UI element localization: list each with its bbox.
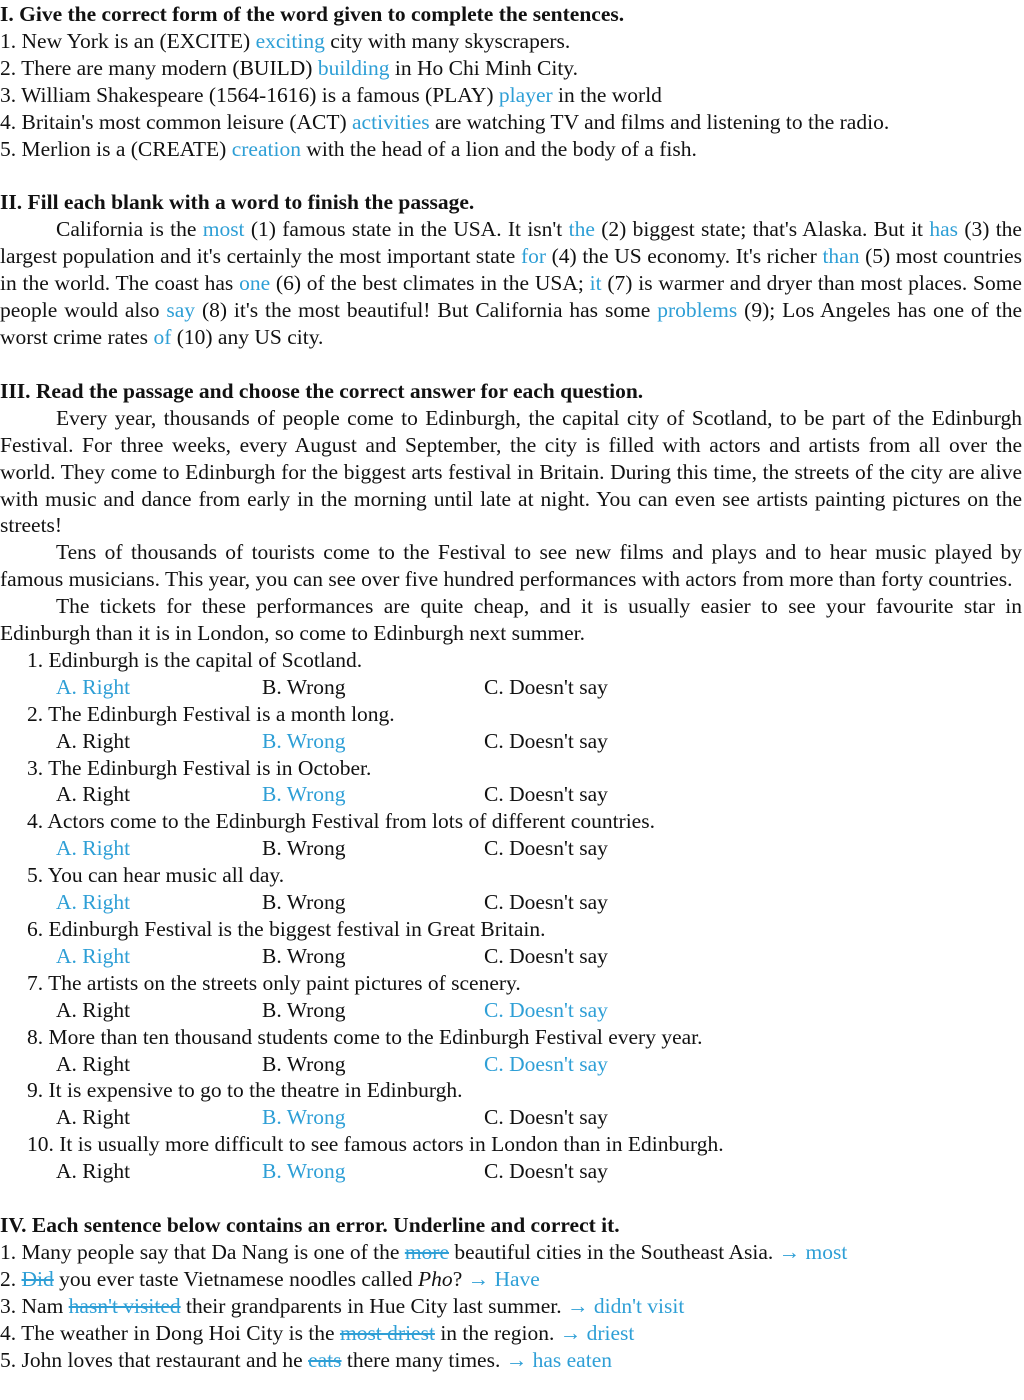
item-text: 4. Britain's most common leisure (ACT) bbox=[0, 109, 353, 134]
section1-item-5 bbox=[0, 136, 1022, 163]
passage-text: (10) any US city. bbox=[171, 324, 324, 349]
item-text: city with many skyscrapers. bbox=[324, 28, 571, 53]
option-b[interactable]: B. Wrong bbox=[262, 674, 346, 699]
question-1: 1. Edinburgh is the capital of Scotland. bbox=[27, 647, 363, 672]
question-10: 10. It is usually more difficult to see famous actors in London than in Edinburgh. bbox=[27, 1132, 724, 1157]
section1-title: I. Give the correct form of the word given to complete the sentences. bbox=[0, 2, 625, 26]
option-b[interactable]: B. Wrong bbox=[262, 782, 346, 807]
item-text: 3. William Shakespeare (1564-1616) is a famous (PLAY) bbox=[0, 82, 499, 107]
option-b[interactable]: B. Wrong bbox=[262, 1159, 346, 1184]
question-4: 4. Actors come to the Edinburgh Festival from lots of different countries. bbox=[27, 809, 655, 834]
error-item-3 bbox=[0, 1293, 1022, 1320]
passage-text: California is the bbox=[56, 217, 203, 242]
reading-paragraph-3: The tickets for these performances are quite cheap, and it is usually easier to see your favourite star in Edinburgh than it is in London, so come to Edinburgh next summer. bbox=[0, 594, 1022, 646]
option-b[interactable]: B. Wrong bbox=[262, 1051, 346, 1076]
correction-word: most bbox=[805, 1239, 848, 1264]
option-a[interactable]: A. Right bbox=[56, 1051, 131, 1076]
section1-item-2 bbox=[0, 55, 1022, 82]
passage-text: (9); Los Angeles has one of the worst crime rates bbox=[0, 298, 1022, 349]
option-b[interactable]: B. Wrong bbox=[262, 728, 346, 753]
error-item-1 bbox=[0, 1239, 1022, 1266]
item-text: 5. Merlion is a (CREATE) bbox=[0, 136, 232, 161]
error-item-2 bbox=[0, 1266, 1022, 1293]
reading-paragraph-1: Every year, thousands of people come to Edinburgh, the capital city of Scotland, to be part of the Edinburgh Festival. For three weeks, every August and September, the city is filled with actors and artists from all over the world. They come to Edinburgh for the biggest arts festival in Britain. During this time, the streets of the city are alive with music and dance from early in the morning until late at night. You can even see artists painting pictures on the streets! bbox=[0, 405, 1022, 538]
arrow-right-icon: → bbox=[778, 1239, 801, 1264]
question-5: 5. You can hear music all day. bbox=[27, 863, 285, 888]
item-text: their grandparents in Hue City last summer. bbox=[180, 1293, 567, 1318]
option-b[interactable]: B. Wrong bbox=[262, 836, 346, 861]
blank-answer-3: has bbox=[929, 217, 958, 242]
correction-word: didn't visit bbox=[593, 1293, 685, 1318]
item-text: 1. Many people say that Da Nang is one of the bbox=[0, 1239, 405, 1264]
section1-list bbox=[0, 28, 1022, 163]
spacer bbox=[0, 351, 1022, 378]
arrow-right-icon: → bbox=[566, 1293, 589, 1318]
option-a[interactable]: A. Right bbox=[56, 836, 131, 861]
option-a[interactable]: A. Right bbox=[56, 782, 131, 807]
item-text: with the head of a lion and the body of a fish. bbox=[300, 136, 697, 161]
error-word: Did bbox=[21, 1266, 54, 1291]
question-list bbox=[0, 647, 1022, 1185]
blank-answer-4: for bbox=[520, 244, 547, 269]
passage-text: (7) is warmer and dryer than most places. Some people would also bbox=[0, 271, 1022, 323]
section4-list bbox=[0, 1239, 1022, 1374]
option-a[interactable]: A. Right bbox=[56, 674, 131, 699]
option-c[interactable]: C. Doesn't say bbox=[484, 1105, 608, 1130]
option-c[interactable]: C. Doesn't say bbox=[484, 728, 608, 753]
option-a[interactable]: A. Right bbox=[56, 1159, 131, 1184]
item-text: you ever taste Vietnamese noodles called bbox=[53, 1266, 419, 1291]
answer-word: exciting bbox=[255, 28, 325, 53]
item-text: 1. New York is an (EXCITE) bbox=[0, 28, 256, 53]
item-text: 3. Nam bbox=[0, 1293, 69, 1318]
blank-answer-5: than bbox=[822, 244, 860, 269]
options-10 bbox=[0, 1158, 1022, 1185]
question-8: 8. More than ten thousand students come to the Edinburgh Festival every year. bbox=[27, 1024, 703, 1049]
passage-text: (1) famous state in the USA. It isn't bbox=[244, 217, 569, 242]
question-3: 3. The Edinburgh Festival is in October. bbox=[27, 755, 372, 780]
answer-word: building bbox=[317, 55, 390, 80]
options-2 bbox=[0, 728, 1022, 755]
blank-answer-10: of bbox=[153, 324, 172, 349]
passage-text: (2) biggest state; that's Alaska. But it bbox=[594, 217, 930, 242]
option-a[interactable]: A. Right bbox=[56, 890, 131, 915]
question-2: 2. The Edinburgh Festival is a month long. bbox=[27, 701, 395, 726]
option-a[interactable]: A. Right bbox=[56, 943, 131, 968]
item-text: there many times. bbox=[341, 1347, 506, 1372]
error-word: eats bbox=[308, 1347, 342, 1372]
question-7: 7. The artists on the streets only paint pictures of scenery. bbox=[27, 970, 521, 995]
error-word: more bbox=[404, 1239, 450, 1264]
blank-answer-7: it bbox=[589, 271, 602, 296]
option-c[interactable]: C. Doesn't say bbox=[484, 674, 608, 699]
item-text: in the world bbox=[552, 82, 662, 107]
reading-paragraph-2: Tens of thousands of tourists come to the Festival to see new films and plays and to hear music played by famous musicians. This year, you can see over five hundred performances with actors from more than forty countries. bbox=[0, 540, 1022, 592]
option-c[interactable]: C. Doesn't say bbox=[484, 782, 608, 807]
option-b[interactable]: B. Wrong bbox=[262, 997, 346, 1022]
section1-item-3 bbox=[0, 82, 1022, 109]
option-a[interactable]: A. Right bbox=[56, 728, 131, 753]
error-word: most driest bbox=[339, 1320, 435, 1345]
arrow-right-icon: → bbox=[467, 1266, 490, 1291]
passage-text: (4) the US economy. It's richer bbox=[546, 244, 823, 269]
arrow-right-icon: → bbox=[559, 1320, 582, 1345]
correction-word: Have bbox=[494, 1266, 540, 1291]
options-1 bbox=[0, 674, 1022, 701]
answer-word: player bbox=[498, 82, 553, 107]
option-c[interactable]: C. Doesn't say bbox=[484, 943, 608, 968]
blank-answer-6: one bbox=[239, 271, 271, 296]
section2-title: II. Fill each blank with a word to finish the passage. bbox=[0, 190, 475, 215]
blank-answer-8: say bbox=[166, 298, 196, 323]
options-4 bbox=[0, 835, 1022, 862]
item-text: in the region. bbox=[434, 1320, 560, 1345]
item-text: 4. The weather in Dong Hoi City is the bbox=[0, 1320, 340, 1345]
answer-word: creation bbox=[231, 136, 301, 161]
passage-text: (8) it's the most beautiful! But California has some bbox=[195, 298, 658, 323]
option-c[interactable]: C. Doesn't say bbox=[484, 890, 608, 915]
question-6: 6. Edinburgh Festival is the biggest festival in Great Britain. bbox=[27, 917, 546, 941]
item-text: 5. John loves that restaurant and he bbox=[0, 1347, 309, 1372]
section4-title: IV. Each sentence below contains an error. Underline and correct it. bbox=[0, 1213, 620, 1238]
correction-word: driest bbox=[586, 1320, 635, 1345]
option-b[interactable]: B. Wrong bbox=[262, 943, 346, 968]
question-9: 9. It is expensive to go to the theatre in Edinburgh. bbox=[27, 1078, 463, 1103]
option-c[interactable]: C. Doesn't say bbox=[484, 1159, 608, 1184]
options-3 bbox=[0, 781, 1022, 808]
item-text: ? bbox=[452, 1266, 468, 1291]
correction-word: has eaten bbox=[532, 1347, 612, 1372]
worksheet-page bbox=[0, 1, 1022, 1374]
passage-text: (5) most countries in the world. The coast has bbox=[0, 244, 1023, 296]
section1-item-4 bbox=[0, 109, 1022, 136]
italic-word: Pho bbox=[418, 1266, 453, 1291]
item-text: in Ho Chi Minh City. bbox=[389, 55, 579, 80]
options-8 bbox=[0, 1051, 1022, 1078]
options-9 bbox=[0, 1104, 1022, 1131]
item-text: 2. bbox=[0, 1266, 22, 1291]
option-b[interactable]: B. Wrong bbox=[262, 890, 346, 915]
spacer bbox=[0, 162, 1022, 189]
answer-word: activities bbox=[352, 109, 430, 134]
options-7 bbox=[0, 997, 1022, 1024]
passage-text: (3) the largest population and it's certainly the most important state bbox=[0, 217, 1022, 269]
arrow-right-icon: → bbox=[505, 1347, 528, 1372]
option-a[interactable]: A. Right bbox=[56, 1105, 131, 1130]
spacer bbox=[0, 1185, 1022, 1212]
item-text: 2. There are many modern (BUILD) bbox=[0, 55, 318, 80]
section2-passage bbox=[0, 216, 1022, 351]
options-6 bbox=[0, 943, 1022, 970]
error-item-5 bbox=[0, 1347, 1022, 1374]
option-b[interactable]: B. Wrong bbox=[262, 1105, 346, 1130]
blank-answer-2: the bbox=[568, 217, 595, 242]
passage-text: (6) of the best climates in the USA; bbox=[270, 271, 590, 296]
item-text: are watching TV and films and listening to the radio. bbox=[429, 109, 890, 134]
error-item-4 bbox=[0, 1320, 1022, 1347]
blank-answer-1: most bbox=[202, 217, 245, 242]
item-text: beautiful cities in the Southeast Asia. bbox=[449, 1239, 779, 1264]
options-5 bbox=[0, 889, 1022, 916]
section3-title: III. Read the passage and choose the correct answer for each question. bbox=[0, 378, 644, 403]
blank-answer-9: problems bbox=[657, 298, 738, 323]
option-c[interactable]: C. Doesn't say bbox=[484, 1051, 608, 1076]
section1-item-1 bbox=[0, 28, 1022, 55]
option-c[interactable]: C. Doesn't say bbox=[484, 836, 608, 861]
error-word: hasn't visited bbox=[68, 1293, 181, 1318]
option-a[interactable]: A. Right bbox=[56, 997, 131, 1022]
option-c[interactable]: C. Doesn't say bbox=[484, 997, 608, 1022]
